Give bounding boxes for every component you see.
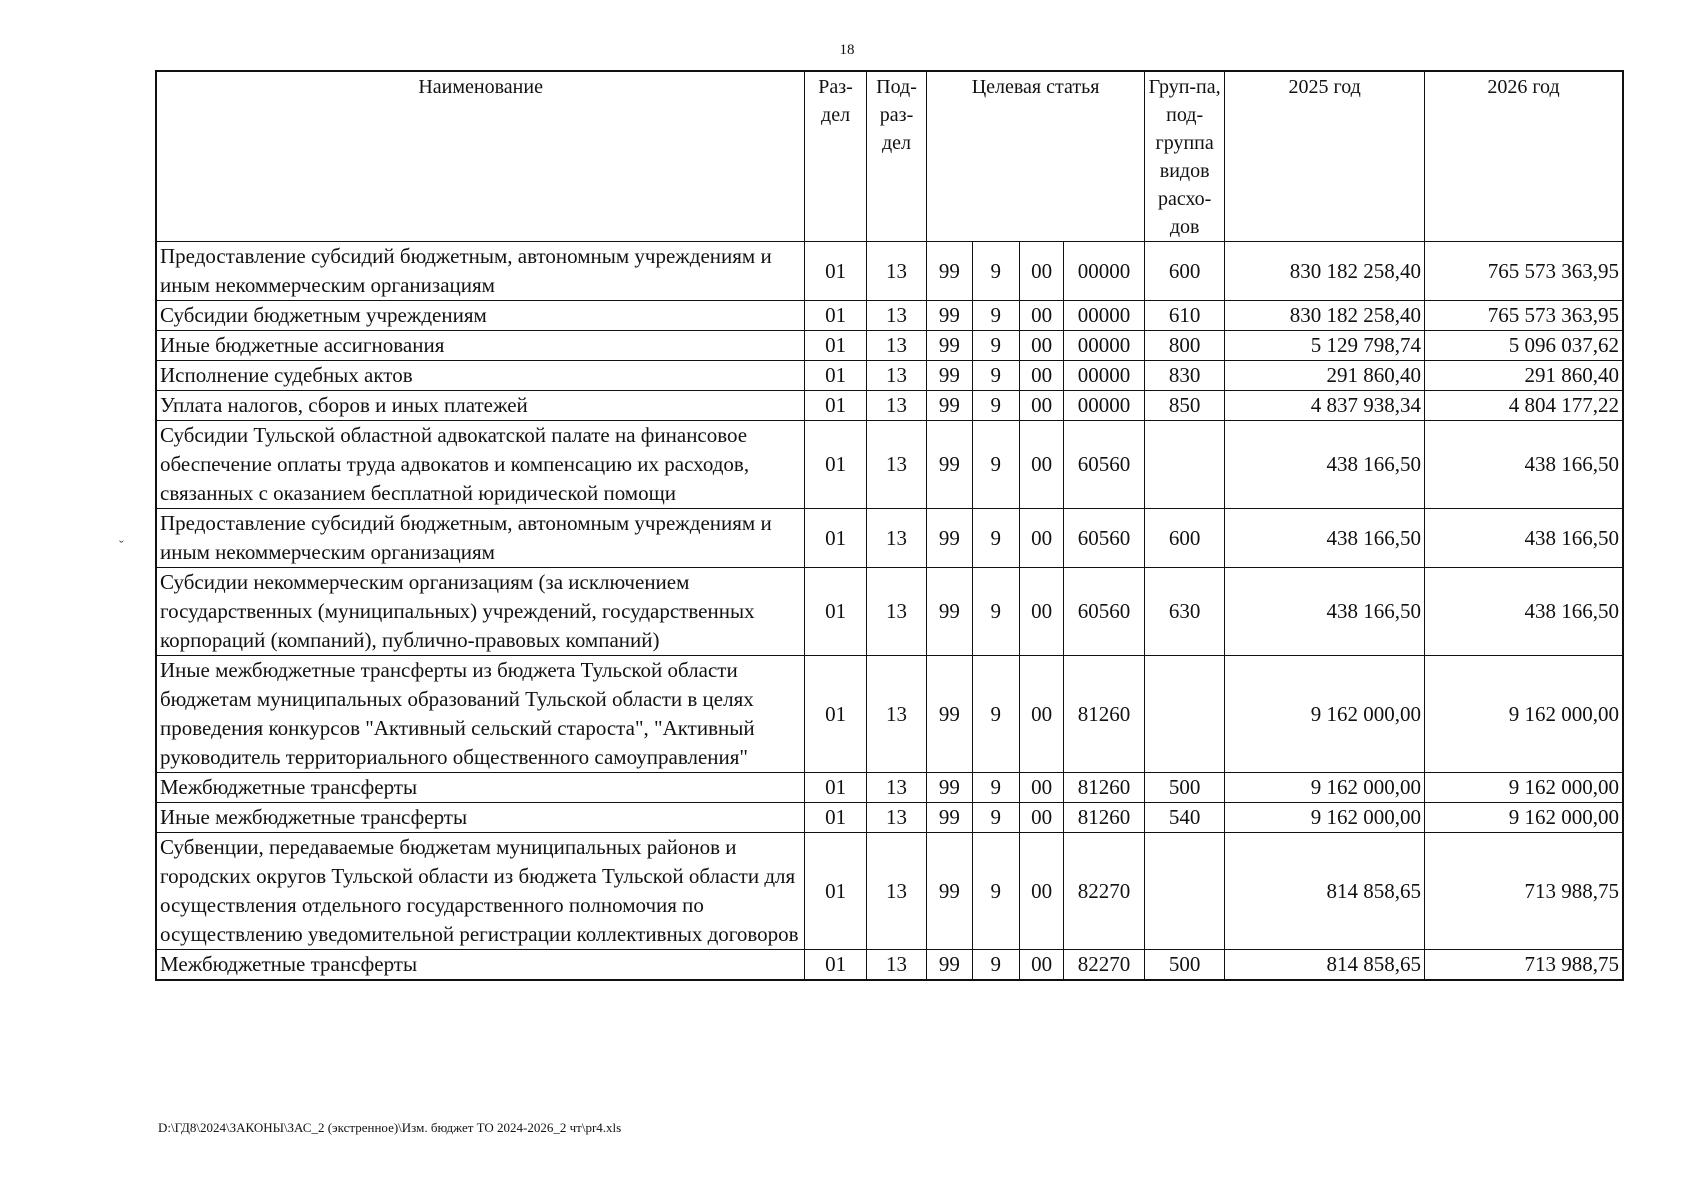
row-amount-2025: 814 858,65 bbox=[1225, 950, 1424, 981]
row-podrazdel: 13 bbox=[866, 773, 926, 803]
row-group: 500 bbox=[1144, 773, 1225, 803]
row-podrazdel: 13 bbox=[866, 331, 926, 361]
row-amount-2025: 9 162 000,00 bbox=[1225, 803, 1424, 833]
row-target-4: 00000 bbox=[1064, 301, 1145, 331]
row-razdel: 01 bbox=[805, 421, 866, 509]
row-target-2: 9 bbox=[972, 391, 1019, 421]
row-target-2: 9 bbox=[972, 301, 1019, 331]
file-path-footer: D:\ГД8\2024\ЗАКОНЫ\ЗАС_2 (экстренное)\Изм. бюджет ТО 2024-2026_2 чт\pr4.xls bbox=[158, 1120, 622, 1135]
row-name: Субвенции, передаваемые бюджетам муниципальных районов и городских округов Тульской области из бюджета Тульской области для осуществления отдельного государственного полномочия по осуществлению уведомительной регистрации коллективных договоров bbox=[156, 833, 805, 950]
row-group: 830 bbox=[1144, 361, 1225, 391]
header-podrazdel: Под-раз-дел bbox=[866, 71, 926, 242]
table-row bbox=[156, 301, 1623, 331]
row-target-3: 00 bbox=[1019, 803, 1063, 833]
row-name: Межбюджетные трансферты bbox=[156, 773, 805, 803]
row-razdel: 01 bbox=[805, 950, 866, 981]
row-target-4: 00000 bbox=[1064, 361, 1145, 391]
row-target-3: 00 bbox=[1019, 391, 1063, 421]
row-name: Межбюджетные трансферты bbox=[156, 950, 805, 981]
table-row bbox=[156, 361, 1623, 391]
page-number: 18 bbox=[839, 42, 855, 58]
row-target-2: 9 bbox=[972, 656, 1019, 773]
header-target: Целевая статья bbox=[927, 71, 1145, 242]
row-target-1: 99 bbox=[927, 331, 972, 361]
row-name: Иные межбюджетные трансферты bbox=[156, 803, 805, 833]
row-group: 540 bbox=[1144, 803, 1225, 833]
header-2026: 2026 год bbox=[1424, 71, 1623, 242]
row-target-3: 00 bbox=[1019, 509, 1063, 568]
row-amount-2025: 9 162 000,00 bbox=[1225, 773, 1424, 803]
table-row bbox=[156, 803, 1623, 833]
row-podrazdel: 13 bbox=[866, 950, 926, 981]
table-row bbox=[156, 421, 1623, 509]
row-amount-2026: 713 988,75 bbox=[1424, 950, 1623, 981]
row-name: Субсидии Тульской областной адвокатской палате на финансовое обеспечение оплаты труда адвокатов и компенсацию их расходов, связанных с оказанием бесплатной юридической помощи bbox=[156, 421, 805, 509]
row-amount-2025: 830 182 258,40 bbox=[1225, 242, 1424, 301]
row-target-1: 99 bbox=[927, 361, 972, 391]
budget-table bbox=[155, 70, 1624, 981]
row-podrazdel: 13 bbox=[866, 391, 926, 421]
row-target-2: 9 bbox=[972, 331, 1019, 361]
table-row bbox=[156, 656, 1623, 773]
row-podrazdel: 13 bbox=[866, 421, 926, 509]
table-row bbox=[156, 242, 1623, 301]
row-target-2: 9 bbox=[972, 950, 1019, 981]
row-razdel: 01 bbox=[805, 773, 866, 803]
row-target-4: 60560 bbox=[1064, 421, 1145, 509]
row-group: 630 bbox=[1144, 568, 1225, 656]
header-razdel: Раз-дел bbox=[805, 71, 866, 242]
row-target-1: 99 bbox=[927, 773, 972, 803]
row-amount-2025: 291 860,40 bbox=[1225, 361, 1424, 391]
row-target-3: 00 bbox=[1019, 833, 1063, 950]
row-target-1: 99 bbox=[927, 803, 972, 833]
table-row bbox=[156, 773, 1623, 803]
row-name: Субсидии бюджетным учреждениям bbox=[156, 301, 805, 331]
row-target-1: 99 bbox=[927, 833, 972, 950]
row-target-4: 00000 bbox=[1064, 242, 1145, 301]
row-razdel: 01 bbox=[805, 568, 866, 656]
row-razdel: 01 bbox=[805, 391, 866, 421]
row-amount-2026: 9 162 000,00 bbox=[1424, 656, 1623, 773]
table-row bbox=[156, 568, 1623, 656]
row-target-4: 60560 bbox=[1064, 568, 1145, 656]
table-row bbox=[156, 833, 1623, 950]
row-target-1: 99 bbox=[927, 509, 972, 568]
table-row bbox=[156, 950, 1623, 981]
row-target-2: 9 bbox=[972, 509, 1019, 568]
row-podrazdel: 13 bbox=[866, 301, 926, 331]
row-amount-2026: 438 166,50 bbox=[1424, 509, 1623, 568]
row-name: Иные бюджетные ассигнования bbox=[156, 331, 805, 361]
row-name: Субсидии некоммерческим организациям (за исключением государственных (муниципальных) учреждений, государственных корпораций (компаний), публично-правовых компаний) bbox=[156, 568, 805, 656]
row-target-3: 00 bbox=[1019, 421, 1063, 509]
row-name: Иные межбюджетные трансферты из бюджета Тульской области бюджетам муниципальных образований Тульской области в целях проведения конкурсов "Активный сельский староста", "Активный руководитель территориального общественного самоуправления" bbox=[156, 656, 805, 773]
row-amount-2026: 765 573 363,95 bbox=[1424, 242, 1623, 301]
row-name: Исполнение судебных актов bbox=[156, 361, 805, 391]
row-target-4: 81260 bbox=[1064, 803, 1145, 833]
row-target-2: 9 bbox=[972, 833, 1019, 950]
header-row bbox=[156, 71, 1623, 242]
row-razdel: 01 bbox=[805, 656, 866, 773]
table-row bbox=[156, 391, 1623, 421]
row-target-1: 99 bbox=[927, 301, 972, 331]
row-group: 610 bbox=[1144, 301, 1225, 331]
header-group: Груп-па, под-группа видов расхо-дов bbox=[1144, 71, 1225, 242]
row-target-2: 9 bbox=[972, 773, 1019, 803]
row-target-1: 99 bbox=[927, 421, 972, 509]
row-target-4: 81260 bbox=[1064, 773, 1145, 803]
row-target-4: 60560 bbox=[1064, 509, 1145, 568]
row-podrazdel: 13 bbox=[866, 361, 926, 391]
row-target-4: 82270 bbox=[1064, 950, 1145, 981]
row-amount-2026: 9 162 000,00 bbox=[1424, 803, 1623, 833]
row-razdel: 01 bbox=[805, 833, 866, 950]
row-amount-2026: 291 860,40 bbox=[1424, 361, 1623, 391]
row-group bbox=[1144, 656, 1225, 773]
table-row bbox=[156, 331, 1623, 361]
row-amount-2026: 5 096 037,62 bbox=[1424, 331, 1623, 361]
row-target-3: 00 bbox=[1019, 331, 1063, 361]
row-razdel: 01 bbox=[805, 509, 866, 568]
row-target-1: 99 bbox=[927, 656, 972, 773]
row-target-3: 00 bbox=[1019, 242, 1063, 301]
row-amount-2026: 713 988,75 bbox=[1424, 833, 1623, 950]
header-2025: 2025 год bbox=[1225, 71, 1424, 242]
table-row bbox=[156, 509, 1623, 568]
row-amount-2025: 438 166,50 bbox=[1225, 568, 1424, 656]
row-group bbox=[1144, 421, 1225, 509]
row-group: 850 bbox=[1144, 391, 1225, 421]
row-target-3: 00 bbox=[1019, 301, 1063, 331]
row-group: 500 bbox=[1144, 950, 1225, 981]
row-name: Уплата налогов, сборов и иных платежей bbox=[156, 391, 805, 421]
row-target-4: 00000 bbox=[1064, 331, 1145, 361]
scan-mark: ˇ bbox=[119, 539, 124, 554]
row-podrazdel: 13 bbox=[866, 656, 926, 773]
row-razdel: 01 bbox=[805, 301, 866, 331]
row-amount-2026: 9 162 000,00 bbox=[1424, 773, 1623, 803]
row-target-1: 99 bbox=[927, 950, 972, 981]
row-group: 600 bbox=[1144, 509, 1225, 568]
row-podrazdel: 13 bbox=[866, 242, 926, 301]
row-razdel: 01 bbox=[805, 803, 866, 833]
row-name: Предоставление субсидий бюджетным, автономным учреждениям и иным некоммерческим организациям bbox=[156, 509, 805, 568]
row-amount-2025: 438 166,50 bbox=[1225, 509, 1424, 568]
row-target-2: 9 bbox=[972, 421, 1019, 509]
row-podrazdel: 13 bbox=[866, 803, 926, 833]
row-target-1: 99 bbox=[927, 242, 972, 301]
row-amount-2025: 438 166,50 bbox=[1225, 421, 1424, 509]
row-target-2: 9 bbox=[972, 803, 1019, 833]
row-group: 600 bbox=[1144, 242, 1225, 301]
row-target-3: 00 bbox=[1019, 950, 1063, 981]
header-name: Наименование bbox=[156, 71, 805, 242]
row-target-2: 9 bbox=[972, 361, 1019, 391]
row-amount-2026: 4 804 177,22 bbox=[1424, 391, 1623, 421]
row-target-1: 99 bbox=[927, 391, 972, 421]
row-amount-2025: 830 182 258,40 bbox=[1225, 301, 1424, 331]
row-amount-2025: 4 837 938,34 bbox=[1225, 391, 1424, 421]
row-target-1: 99 bbox=[927, 568, 972, 656]
row-amount-2025: 5 129 798,74 bbox=[1225, 331, 1424, 361]
row-podrazdel: 13 bbox=[866, 833, 926, 950]
row-target-4: 81260 bbox=[1064, 656, 1145, 773]
row-razdel: 01 bbox=[805, 242, 866, 301]
row-group: 800 bbox=[1144, 331, 1225, 361]
row-amount-2026: 438 166,50 bbox=[1424, 568, 1623, 656]
row-amount-2026: 765 573 363,95 bbox=[1424, 301, 1623, 331]
row-group bbox=[1144, 833, 1225, 950]
row-target-4: 00000 bbox=[1064, 391, 1145, 421]
row-target-3: 00 bbox=[1019, 568, 1063, 656]
row-amount-2025: 814 858,65 bbox=[1225, 833, 1424, 950]
row-podrazdel: 13 bbox=[866, 509, 926, 568]
row-amount-2025: 9 162 000,00 bbox=[1225, 656, 1424, 773]
row-razdel: 01 bbox=[805, 331, 866, 361]
row-razdel: 01 bbox=[805, 361, 866, 391]
row-target-2: 9 bbox=[972, 568, 1019, 656]
row-name: Предоставление субсидий бюджетным, автономным учреждениям и иным некоммерческим организациям bbox=[156, 242, 805, 301]
row-target-3: 00 bbox=[1019, 773, 1063, 803]
row-target-3: 00 bbox=[1019, 656, 1063, 773]
row-podrazdel: 13 bbox=[866, 568, 926, 656]
row-target-2: 9 bbox=[972, 242, 1019, 301]
row-target-3: 00 bbox=[1019, 361, 1063, 391]
row-target-4: 82270 bbox=[1064, 833, 1145, 950]
row-amount-2026: 438 166,50 bbox=[1424, 421, 1623, 509]
